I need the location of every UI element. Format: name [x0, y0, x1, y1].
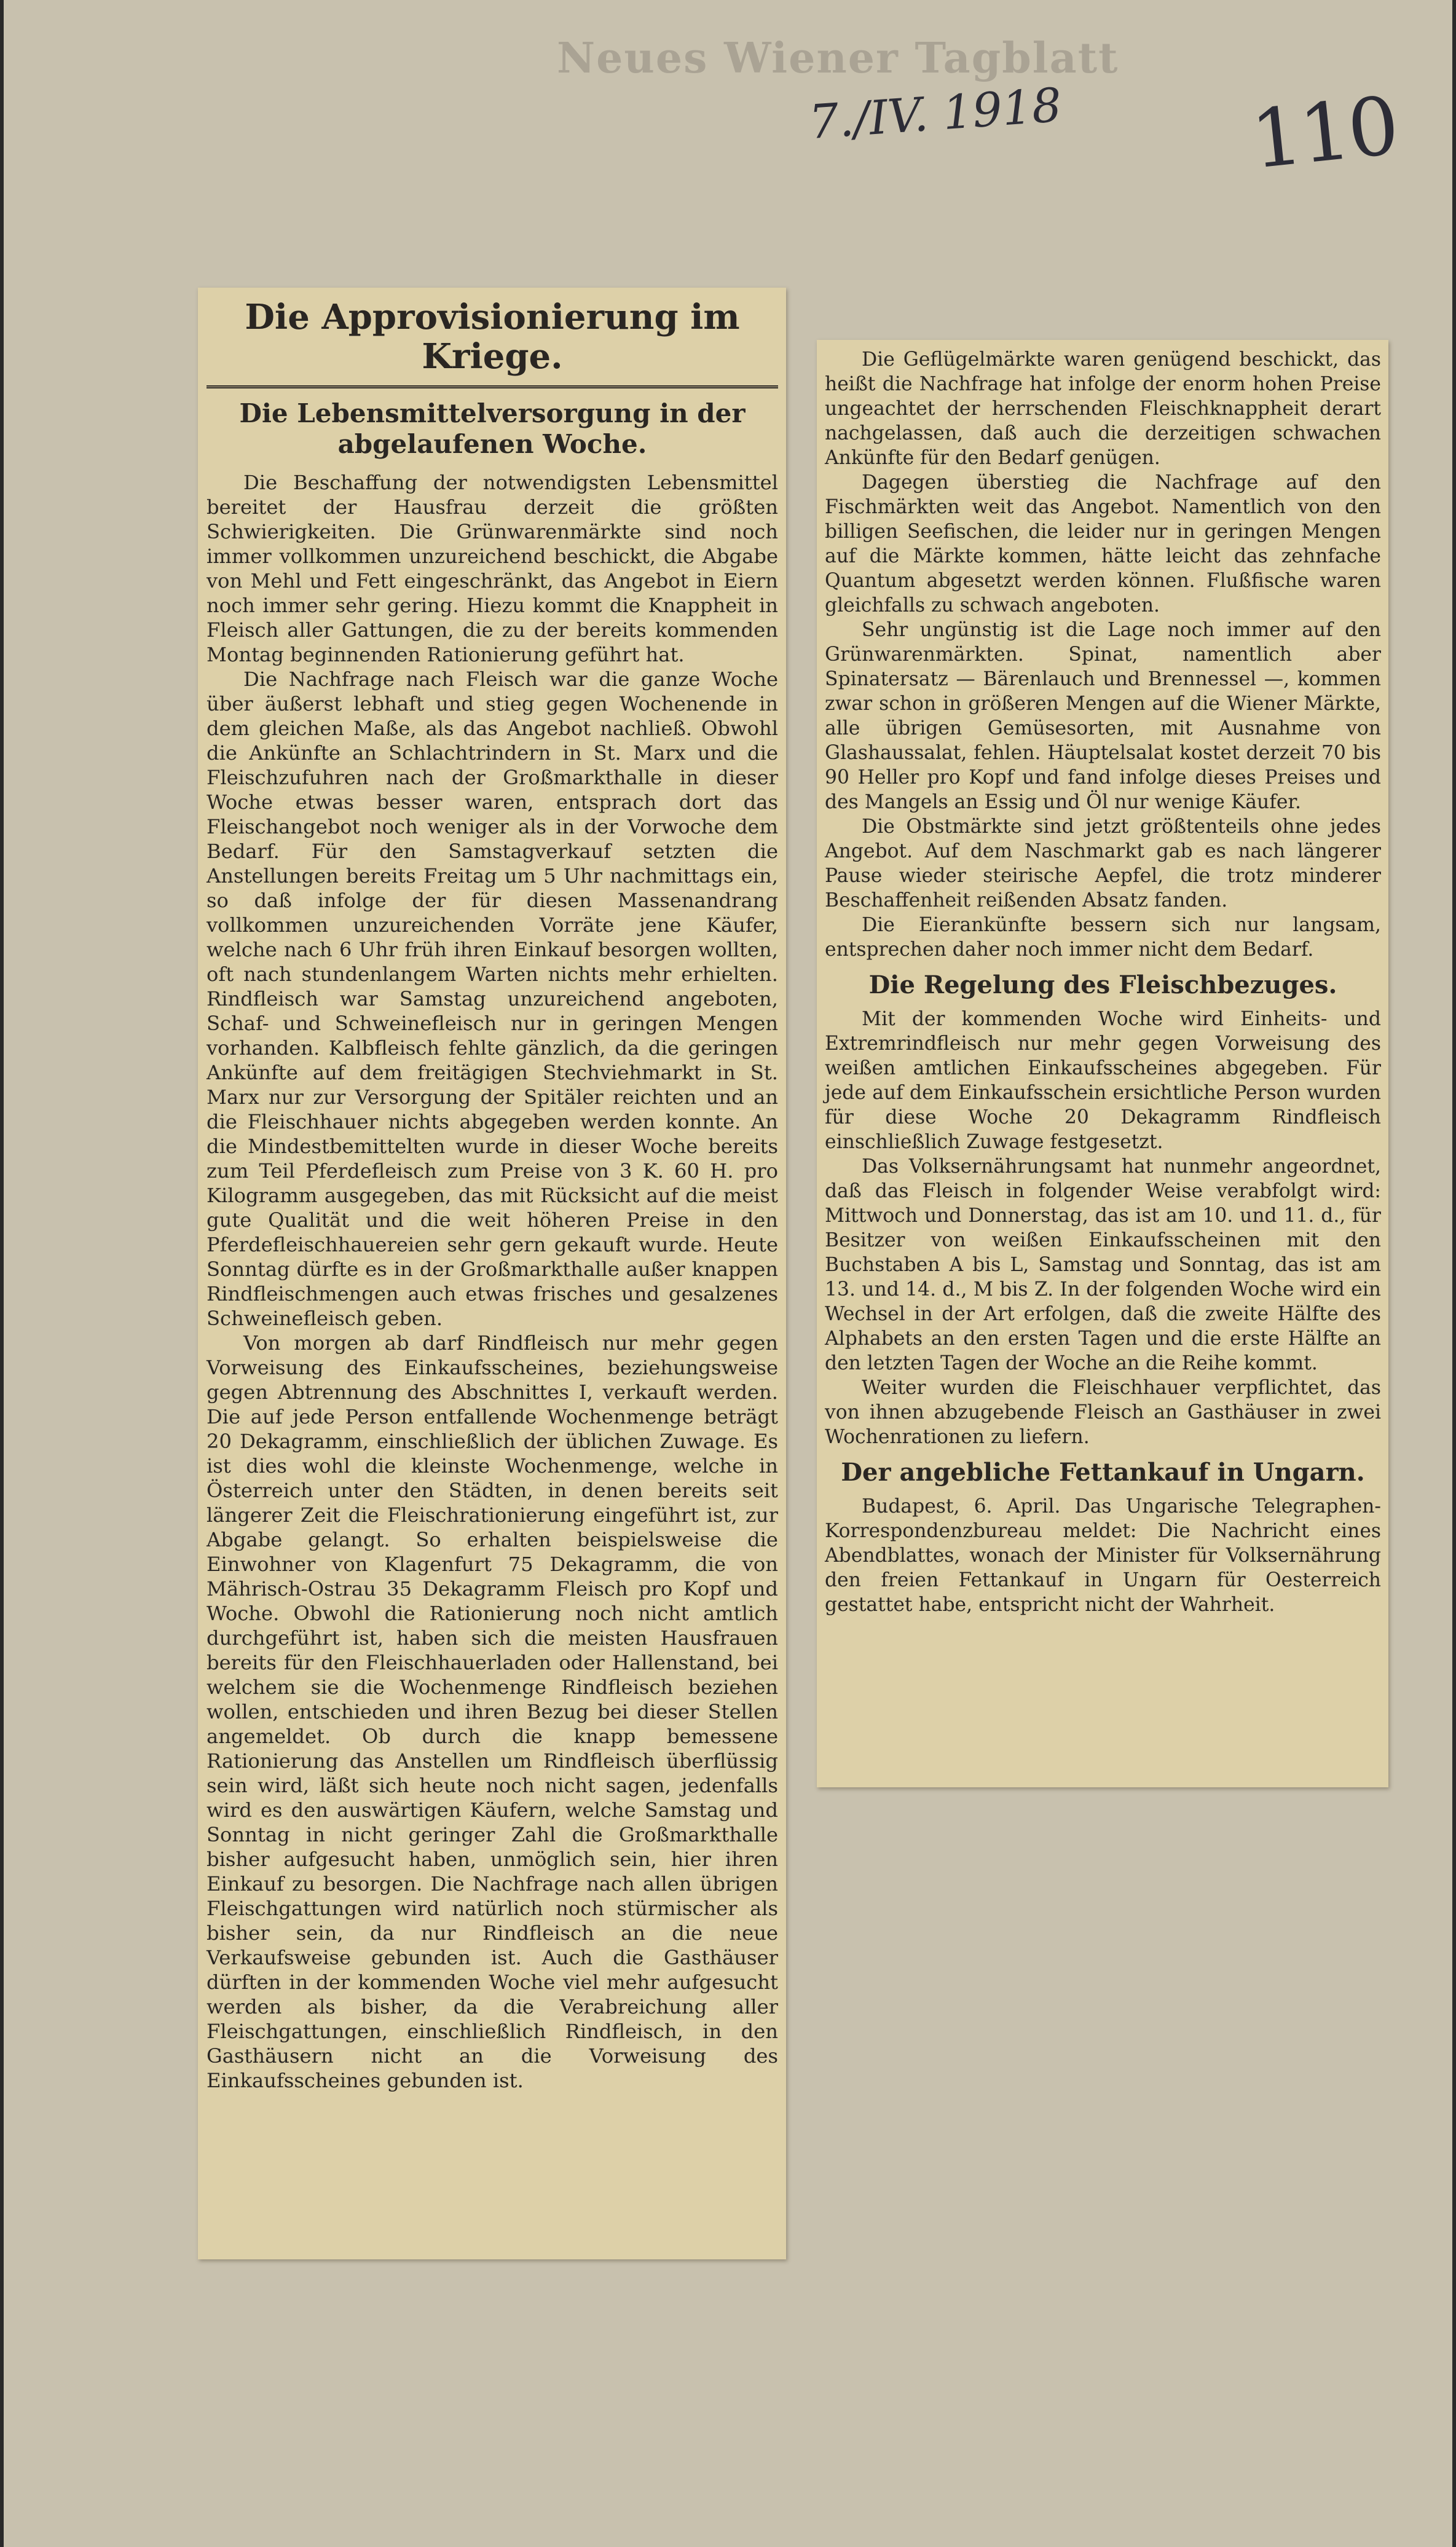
paragraph: Budapest, 6. April. Das Ungarische Telegraphen-Korrespondenzbureau meldet: Die Nachricht eines Abendblattes, wonach der Minister für Volksernährung den freien Fettankauf in Ungarn für Oesterreich gestattet habe, entspricht nicht der Wahrheit.	[825, 1495, 1381, 1616]
handwritten-folio: 110	[1246, 79, 1401, 187]
article-right-column	[825, 347, 1381, 1617]
paragraph: Die Geflügelmärkte waren genügend beschickt, das heißt die Nachfrage hat infolge der enorm hohen Preise ungeachtet der herrschenden Fleischknappheit derart nachgelassen, daß auch die derzeitigen schwachen Ankünfte für den Bedarf genügen.	[825, 348, 1381, 469]
archive-sheet	[4, 0, 1452, 2547]
article-subheadline: Die Lebensmittelversorgung in der abgelaufenen Woche.	[239, 398, 746, 460]
paragraph: Die Nachfrage nach Fleisch war die ganze Woche über äußerst lebhaft und stieg gegen Wochenende in dem gleichen Maße, als das Angebot nachließ. Obwohl die Ankünfte an Schlachtrindern in St. Marx und die Fleischzufuhren nach der Großmarkthalle in dieser Woche etwas besser waren, entsprach dort das Fleischangebot noch weniger als in der Vorwoche dem Bedarf. Für den Samstagverkauf setzten die Anstellungen bereits Freitag um 5 Uhr nachmittags ein, so daß infolge der für diesen Massenandrang vollkommen unzureichenden Vorräte jene Käufer, welche nach 6 Uhr früh ihren Einkauf besorgen wollten, oft nach stundenlangem Warten nichts mehr erhielten. Rindfleisch war Samstag unzureichend angeboten, Schaf- und Schweinefleisch nur in geringen Mengen vorhanden. Kalbfleisch fehlte gänzlich, da die geringen Ankünfte auf dem freitägigen Stechviehmarkt in St. Marx nur zur Versorgung der Spitäler reichten und an die Fleischhauer nichts abgegeben werden konnte. An die Mindestbemittelten wurde in dieser Woche bereits zum Teil Pferdefleisch zum Preise von 3 K. 60 H. pro Kilogramm ausgegeben, das mit Rücksicht auf die meist gute Qualität und die weit höheren Preise in den Pferdefleischhauereien sehr gern gekauft wurde. Heute Sonntag dürfte es in der Großmarkthalle außer knappen Rindfleischmengen auch etwas frisches und gesalzenes Schweinefleisch geben.	[207, 667, 778, 1330]
paragraph: Das Volksernährungsamt hat nunmehr angeordnet, daß das Fleisch in folgender Weise verabfolgt wird: Mittwoch und Donnerstag, das ist am 10. und 11. d., für Besitzer von weißen Einkaufsscheinen mit den Buchstaben A bis L, Samstag und Sonntag, das ist am 13. und 14. d., M bis Z. In der folgenden Woche wird ein Wechsel in der Art erfolgen, daß die zweite Hälfte des Alphabets an den ersten Tagen und die erste Hälfte an den letzten Tagen der Woche an die Reihe kommt.	[825, 1155, 1381, 1374]
paragraph: Dagegen überstieg die Nachfrage auf den Fischmärkten weit das Angebot. Namentlich von den billigen Seefischen, die leider nur in geringen Mengen auf die Märkte kommen, hätte leicht das zehnfache Quantum abgesetzt werden können. Flußfische waren gleichfalls zu schwach angeboten.	[825, 471, 1381, 616]
paragraph: Weiter wurden die Fleischhauer verpflichtet, das von ihnen abzugebende Fleisch an Gasthäuser in zwei Wochenrationen zu liefern.	[825, 1377, 1381, 1448]
section-heading: Die Regelung des Fleischbezuges.	[868, 970, 1337, 999]
article-left-column	[207, 294, 778, 2093]
paragraph: Von morgen ab darf Rindfleisch nur mehr gegen Vorweisung des Einkaufsscheines, beziehungsweise gegen Abtrennung des Abschnittes I, verkauft werden. Die auf jede Person entfallende Wochenmenge beträgt 20 Dekagramm, einschließlich der üblichen Zuwage. Es ist dies wohl die kleinste Wochenmenge, welche in Österreich unter den Städten, in denen bereits seit längerer Zeit die Fleischrationierung eingeführt ist, zur Abgabe gelangt. So erhalten beispielsweise die Einwohner von Klagenfurt 75 Dekagramm, die von Mährisch-Ostrau 35 Dekagramm Fleisch pro Kopf und Woche. Obwohl die Rationierung noch nicht amtlich durchgeführt ist, haben sich die meisten Hausfrauen bereits für den Fleischhauerladen oder Hallenstand, bei welchem sie die Wochenmenge Rindfleisch beziehen wollen, entschieden und ihren Bezug bei dieser Stellen angemeldet. Ob durch die knapp bemessene Rationierung das Anstellen um Rindfleisch überflüssig sein wird, läßt sich heute noch nicht sagen, jedenfalls wird es den auswärtigen Käufern, welche Samstag und Sonntag in nicht geringer Zahl die Großmarkthalle bisher aufgesucht haben, unmöglich sein, hier ihren Einkauf zu besorgen. Die Nachfrage nach allen übrigen Fleischgattungen wird natürlich noch stürmischer als bisher sein, da nur Rindfleisch an die neue Verkaufsweise gebunden ist. Auch die Gasthäuser dürften in der kommenden Woche viel mehr aufgesucht werden als bisher, da die Verabreichung aller Fleischgattungen, einschließlich Rindfleisch, in den Gasthäusern nicht an die Vorweisung des Einkaufsscheines gebunden ist.	[207, 1331, 778, 2092]
paragraph: Die Obstmärkte sind jetzt größtenteils ohne jedes Angebot. Auf dem Naschmarkt gab es nach längerer Pause wieder steirische Aepfel, die trotz minderer Beschaffenheit reißenden Absatz fanden.	[825, 816, 1381, 911]
paragraph: Sehr ungünstig ist die Lage noch immer auf den Grünwarenmärkten. Spinat, namentlich aber Spinatersatz — Bärenlauch und Brennessel —, kommen zwar schon in größeren Mengen auf die Wiener Märkte, alle übrigen Gemüsesorten, mit Ausnahme von Glashaussalat, fehlen. Häuptelsalat kostet derzeit 70 bis 90 Heller pro Kopf und fand infolge dieses Preises und des Mangels an Essig und Öl nur wenige Käufer.	[825, 619, 1381, 813]
paragraph: Mit der kommenden Woche wird Einheits- und Extremrindfleisch nur mehr gegen Vorweisung des weißen amtlichen Einkaufsscheines abgegeben. Für jede auf dem Einkaufsschein ersichtliche Person wurden für diese Woche 20 Dekagramm Rindfleisch einschließlich Zuwage festgesetzt.	[825, 1008, 1381, 1153]
handwritten-date: 7./IV. 1918	[807, 77, 1064, 150]
section-heading: Der angebliche Fettankauf in Ungarn.	[841, 1458, 1365, 1487]
article-headline: Die Approvisionierung im Kriege.	[207, 294, 778, 388]
paragraph: Die Eierankünfte bessern sich nur langsam, entsprechen daher noch immer nicht dem Bedarf.	[825, 914, 1381, 961]
paragraph: Die Beschaffung der notwendigsten Lebensmittel bereitet der Hausfrau derzeit die größten Schwierigkeiten. Die Grünwarenmärkte sind noch immer vollkommen unzureichend beschickt, die Abgabe von Mehl und Fett eingeschränkt, das Angebot in Eiern noch immer sehr gering. Hiezu kommt die Knappheit in Fleisch aller Gattungen, die zu der bereits kommenden Montag beginnenden Rationierung geführt hat.	[207, 470, 778, 666]
newspaper-stamp: Neues Wiener Tagblatt	[557, 34, 1119, 83]
